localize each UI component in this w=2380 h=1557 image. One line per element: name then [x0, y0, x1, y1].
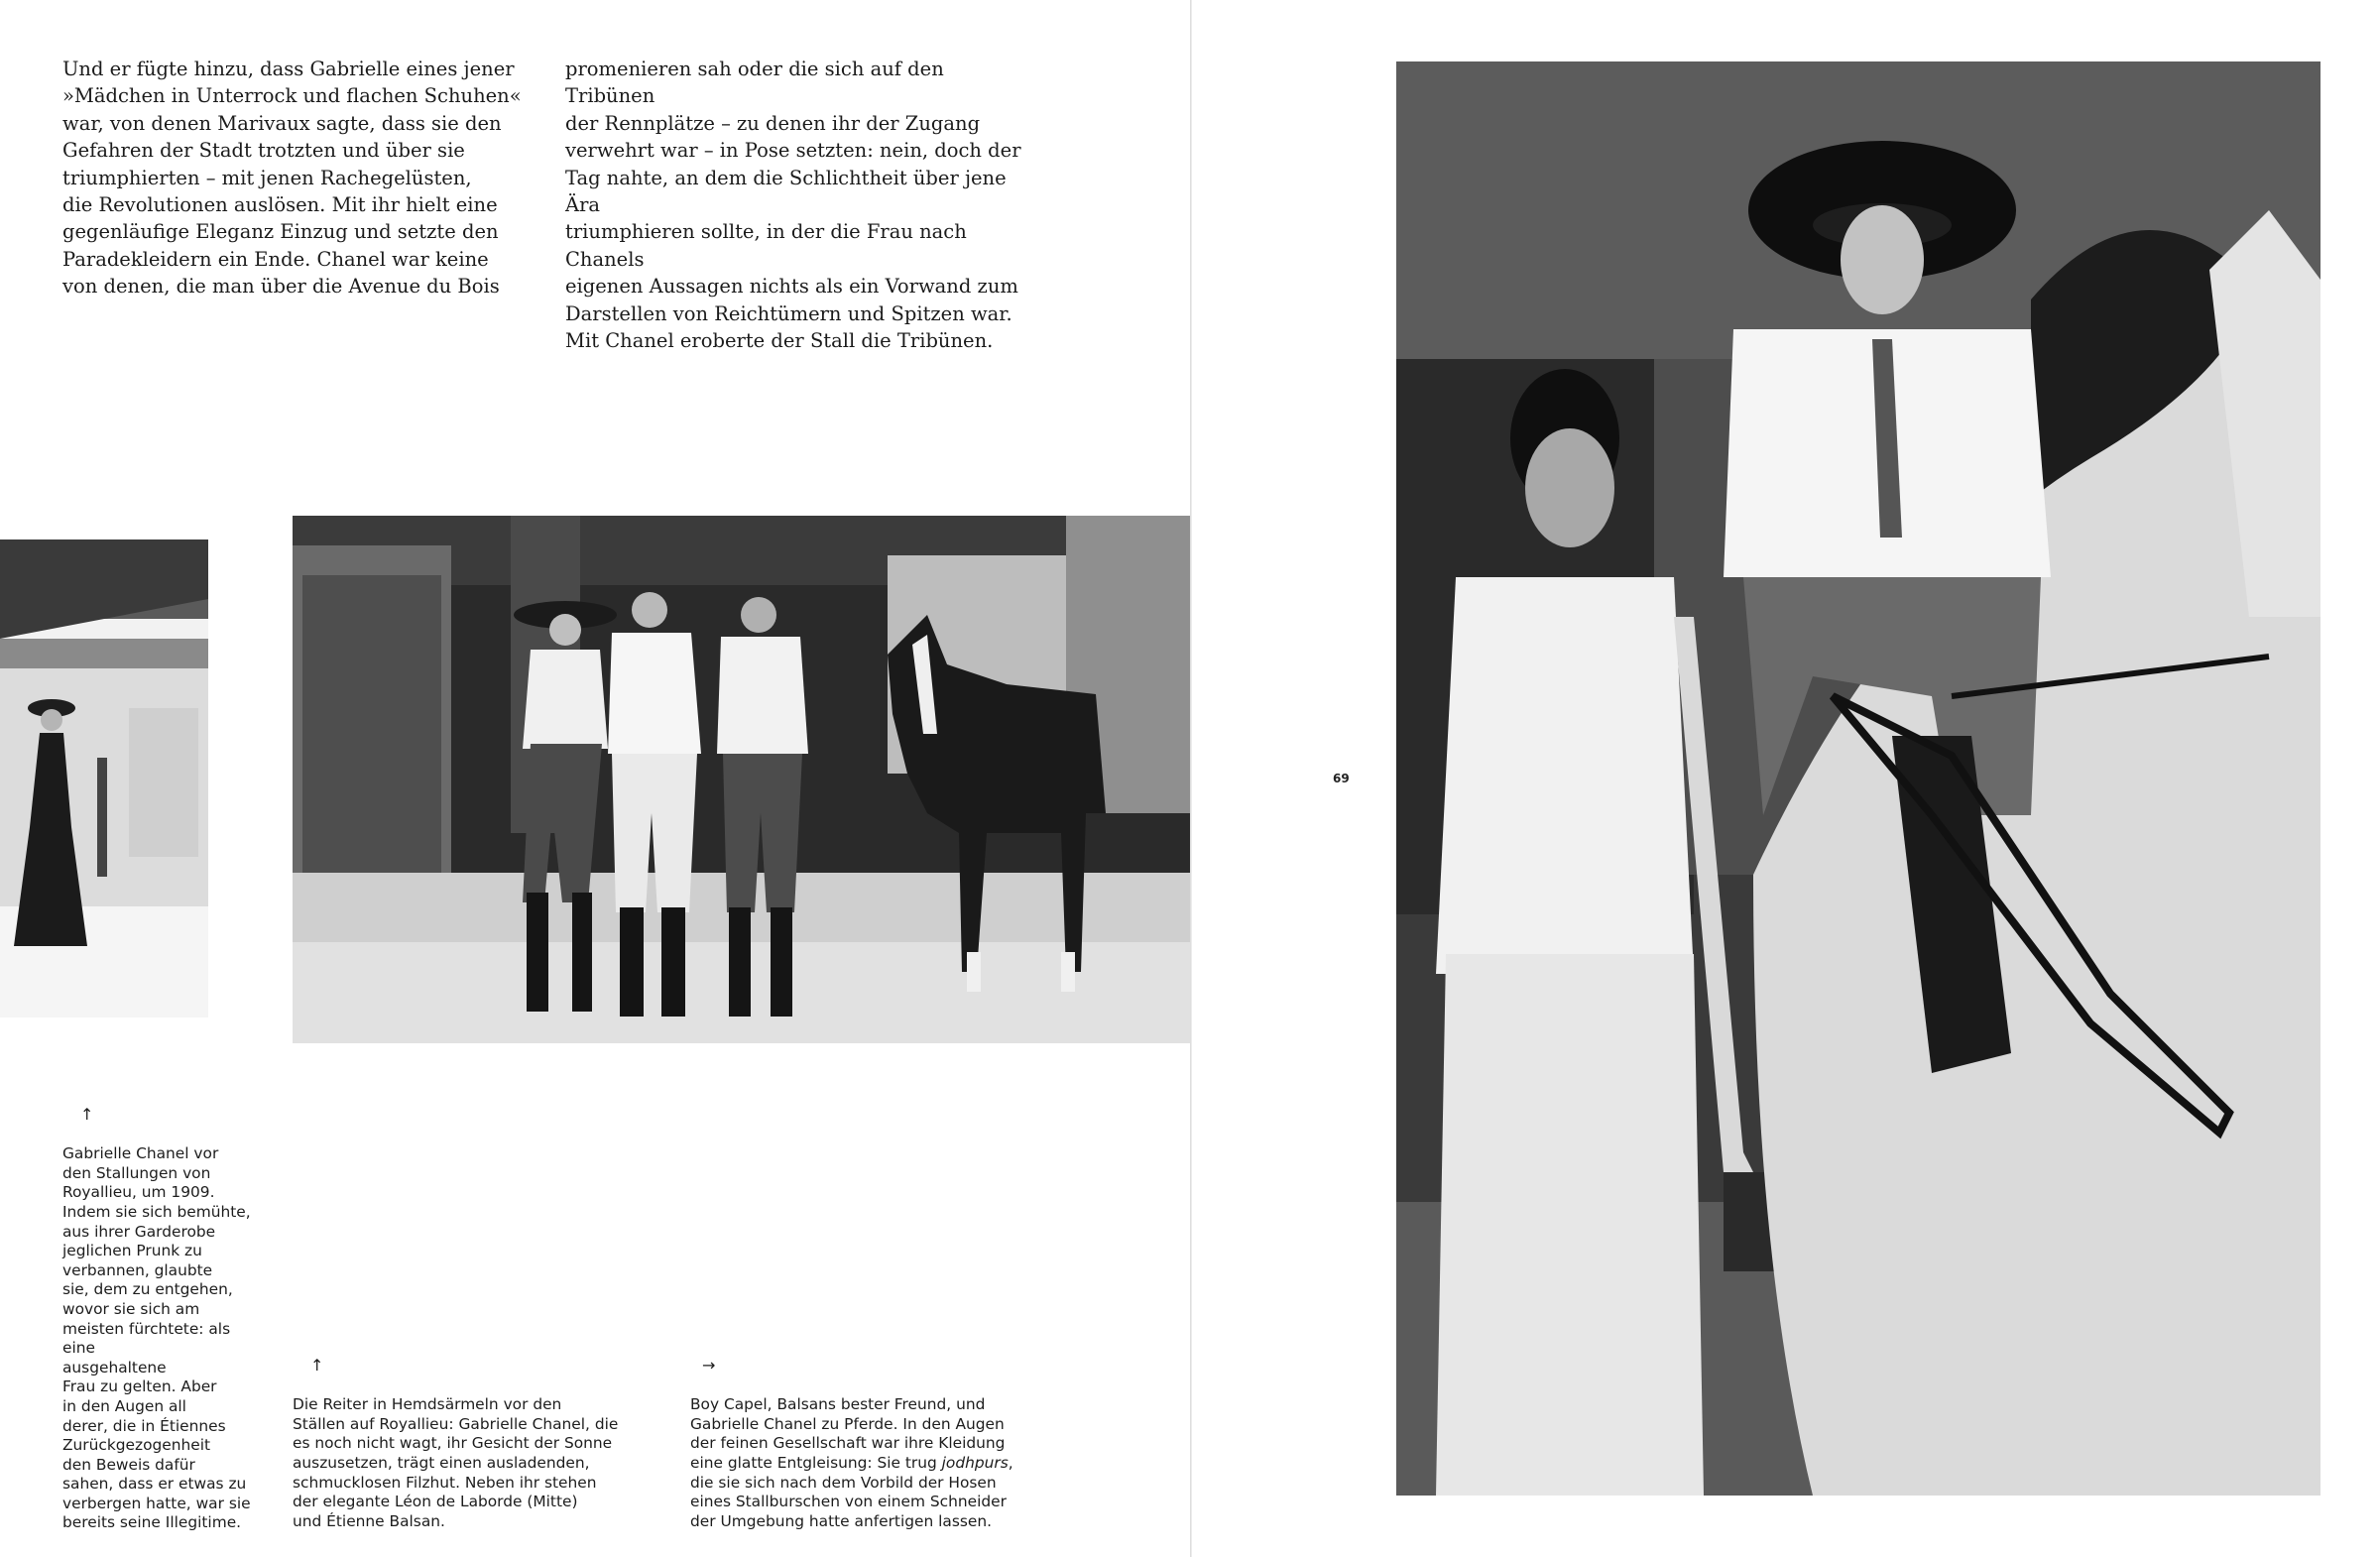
page-number: 69	[1333, 772, 1350, 785]
caption-text-1: Gabrielle Chanel vor den Stallungen von Royallieu, um 1909. Indem sie sich bemühte, aus ihrer Garderobe jeglichen Prunk zu verbannen, glaubte sie, dem zu entgehen, wovor sie sich am meisten fürchtete: als eine ausgehaltene Frau zu gelten. Aber in den Augen all derer, die in Étiennes Zurückgezogenheit den Beweis dafür sahen, dass er etwas zu verbergen hatte, war sie bereits seine Illegitime.	[62, 1144, 251, 1532]
caption-text-3a: Boy Capel, Balsans bester Freund, und Gabrielle Chanel zu Pferde. In den Augen der feinen Gesellschaft war ihre Kleidung eine glatte Entgleisung: Sie trug	[690, 1395, 1006, 1472]
caption-photo-1	[62, 1086, 281, 1533]
photo-boy-capel-chanel-horse	[1396, 61, 2320, 1496]
caption-photo-3	[690, 1337, 1077, 1531]
caption-photo-2	[293, 1337, 659, 1531]
photo-chanel-stables	[0, 539, 208, 1018]
body-text-column-1: Und er fügte hinzu, dass Gabrielle eines jener »Mädchen in Unterrock und flachen Schuhen« war, von denen Marivaux sagte, dass sie den Gefahren der Stadt trotzten und über sie triumphierten – mit jenen Rachegelüsten, die Revolutionen auslösen. Mit ihr hielt eine gegenläufige Eleganz Einzug und setzte den Paradekleidern ein Ende. Chanel war keine von denen, die man über die Avenue du Bois	[62, 58, 522, 299]
caption-text-2: Die Reiter in Hemdsärmeln vor den Ställen auf Royallieu: Gabrielle Chanel, die es noch nicht wagt, ihr Gesicht der Sonne auszusetzen, trägt einen ausladenden, schmucklosen Filzhut. Neben ihr stehen der elegante Léon de Laborde (Mitte) und Étienne Balsan.	[293, 1395, 619, 1530]
caption-text-3b: , die sie sich nach dem Vorbild der Hosen eines Stallburschen von einem Schneider der Umgebung hatte anfertigen lassen.	[690, 1453, 1013, 1530]
body-text-column-2: promenieren sah oder die sich auf den Tribünen der Rennplätze – zu denen ihr der Zugang verwehrt war – in Pose setzten: nein, doch der Tag nahte, an dem die Schlichtheit über jene Ära triumphieren sollte, in der die Frau nach Chanels eigenen Aussagen nichts als ein Vorwand zum Darstellen von Reichtümern und Spitzen war. Mit Chanel eroberte der Stall die Tribünen.	[565, 58, 1021, 353]
arrow-up-icon: ↑	[80, 1104, 94, 1124]
arrow-right-icon: →	[702, 1355, 716, 1375]
caption-text-3-italic: jodhpurs	[941, 1453, 1009, 1472]
arrow-up-icon: ↑	[310, 1355, 324, 1375]
photo-riders-royallieu	[293, 516, 1191, 1043]
page-gutter	[1190, 0, 1192, 1557]
